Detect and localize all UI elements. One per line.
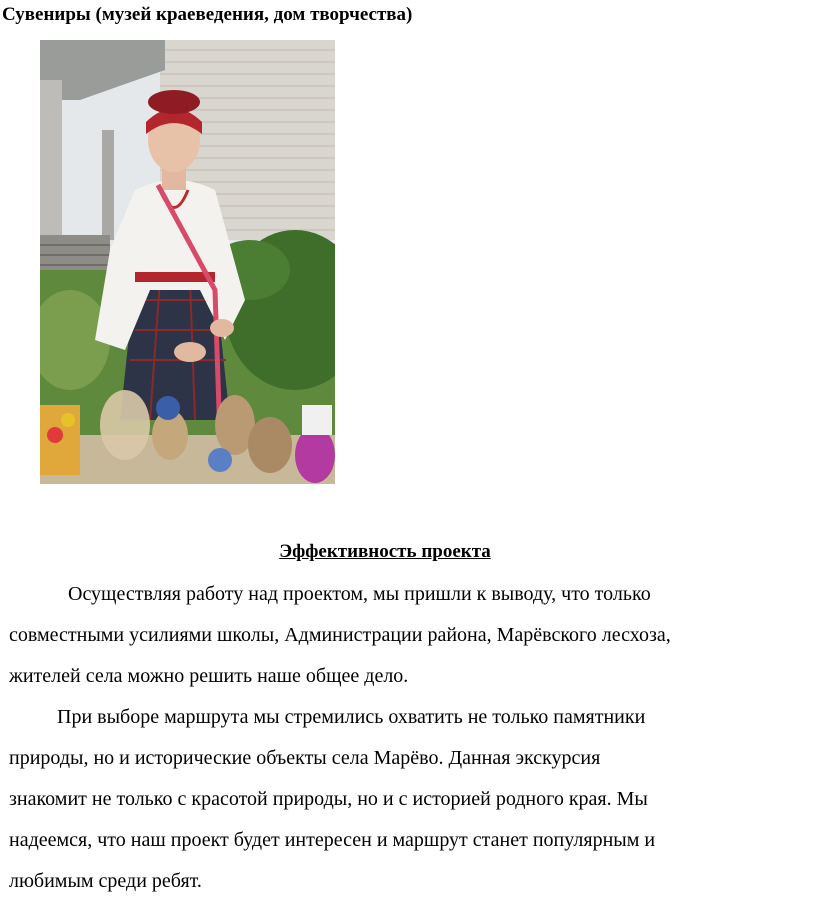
paragraph-line: совместными усилиями школы, Администрации района, Марёвского лесхоза, [9, 624, 671, 646]
paragraph-line: жителей села можно решить наше общее дело. [9, 665, 409, 687]
paragraph-line: При выборе маршрута мы стремились охватить не только памятники [57, 706, 646, 728]
section-heading: Эффективность проекта [279, 541, 491, 562]
photo-caption: Сувениры (музей краеведения, дом творчества) [2, 4, 413, 25]
paragraph-conclusion [9, 574, 809, 697]
paragraph-route [9, 697, 809, 902]
souvenir-photo [40, 40, 335, 484]
paragraph-line: надеемся, что наш проект будет интересен и маршрут станет популярным и [9, 829, 656, 851]
paragraph-line: знакомит не только с красотой природы, но и с историей родного края. Мы [9, 788, 648, 810]
paragraph-line: Осуществляя работу над проектом, мы пришли к выводу, что только [68, 583, 651, 605]
paragraph-line: природы, но и исторические объекты села Марёво. Данная экскурсия [9, 747, 601, 769]
paragraph-line: любимым среди ребят. [9, 870, 202, 892]
